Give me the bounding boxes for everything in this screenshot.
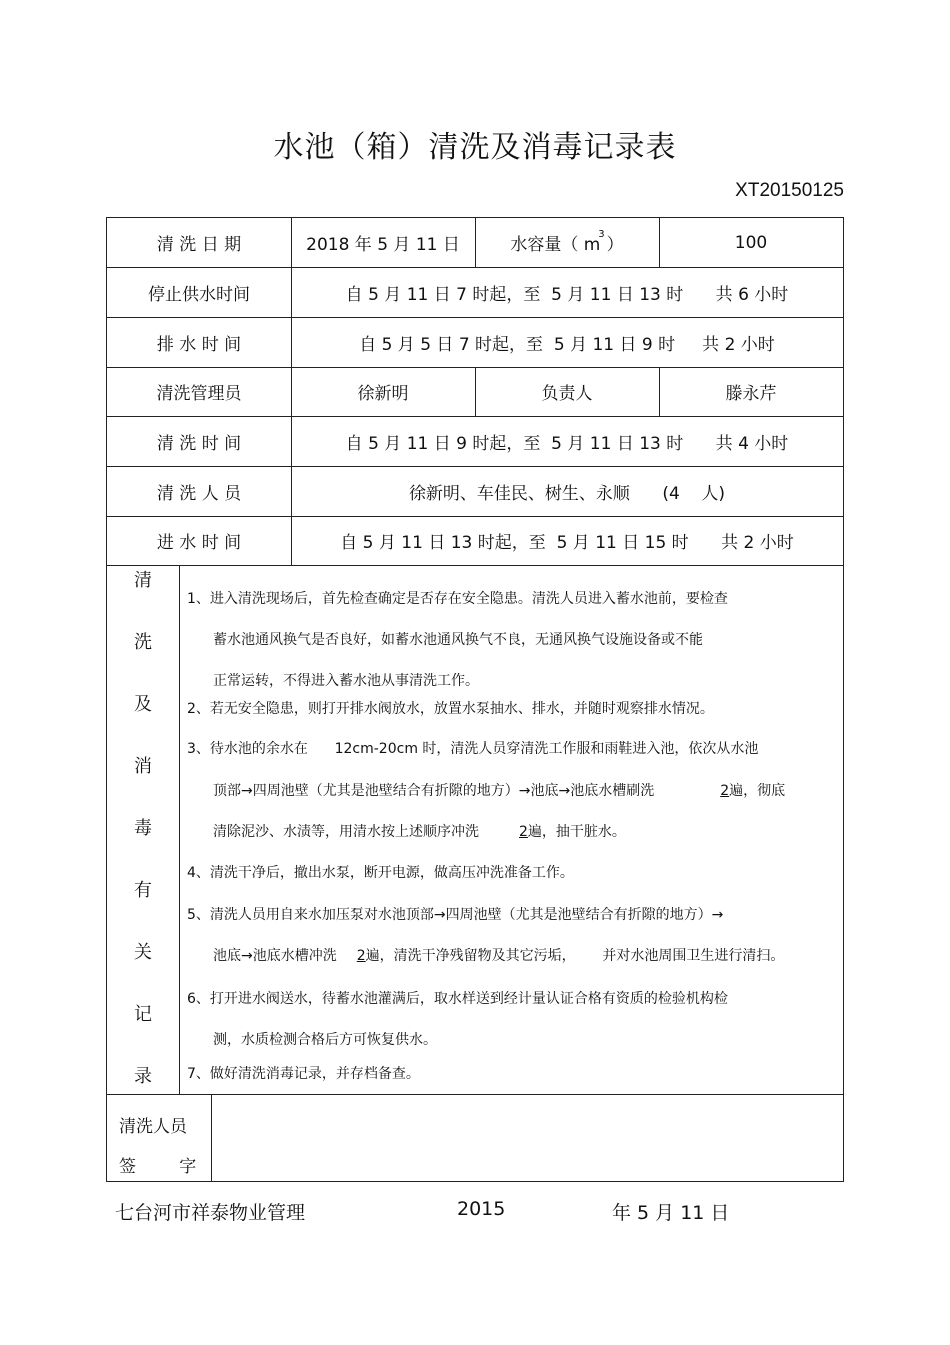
drain-value: 自 5 月 5 日 7 时起，至 5 月 11 日 9 时 共 2 小时 bbox=[359, 334, 775, 355]
clean-date-value: 2018 年 5 月 11 日 bbox=[306, 235, 460, 255]
record-label-char: 录 bbox=[134, 1066, 152, 1087]
record-label-char: 关 bbox=[134, 942, 152, 963]
inflow-label: 进 水 时 间 bbox=[156, 533, 242, 553]
manager-value: 徐新明 bbox=[357, 384, 409, 404]
capacity-label-text: 水容量（ m bbox=[510, 235, 601, 255]
record-step-1: 1、进入清洗现场后，首先检查确定是否存在安全隐患。清洗人员进入蓄水池前，要检查 bbox=[187, 591, 728, 607]
record-step-3-rinse-text: 清除泥沙、水渍等，用清水按上述顺序冲洗 bbox=[213, 824, 479, 840]
record-label-char: 消 bbox=[134, 756, 152, 777]
record-label-char: 毒 bbox=[134, 818, 152, 839]
record-label-char: 及 bbox=[134, 694, 152, 715]
footer-date: 年 5 月 11 日 bbox=[612, 1202, 730, 1224]
responsible-value: 滕永芹 bbox=[725, 384, 777, 404]
record-step-2: 2、若无安全隐患，则打开排水阀放水，放置水泵抽水、排水，并随时观察排水情况。 bbox=[187, 701, 714, 717]
record-label-char: 有 bbox=[134, 880, 152, 901]
staff-label: 清 洗 人 员 bbox=[156, 483, 242, 504]
capacity-label-close: ） bbox=[606, 235, 624, 255]
footer-company: 七台河市祥泰物业管理 bbox=[115, 1202, 306, 1224]
record-step-3-count: 2 bbox=[720, 783, 730, 799]
footer-year: 2015 bbox=[457, 1198, 506, 1220]
signature-label-line1: 清洗人员 bbox=[119, 1117, 187, 1137]
responsible-label: 负责人 bbox=[541, 384, 593, 404]
record-table bbox=[106, 217, 844, 1182]
capacity-unit-superscript: 3 bbox=[598, 229, 605, 240]
record-step-5: 5、清洗人员用自来水加压泵对水池顶部→四周池壁（尤其是池壁结合有折隙的地方）→ bbox=[187, 907, 724, 923]
record-step-5-count: 2 bbox=[356, 948, 366, 964]
record-step-6: 6、打开进水阀送水，待蓄水池灌满后，取水样送到经计量认证合格有资质的检验机构检 bbox=[187, 991, 728, 1007]
stop-supply-label: 停止供水时间 bbox=[148, 284, 250, 305]
drain-label: 排 水 时 间 bbox=[156, 334, 242, 355]
record-label-char: 清 bbox=[134, 570, 152, 591]
col-divider bbox=[179, 565, 180, 1094]
record-step-1-cont: 蓄水池通风换气是否良好，如蓄水池通风换气不良，无通风换气设施设备或不能 bbox=[213, 632, 703, 648]
record-step-3-cont bbox=[213, 821, 626, 841]
clean-time-value: 自 5 月 11 日 9 时起，至 5 月 11 日 13 时 共 4 小时 bbox=[345, 433, 789, 454]
record-step-7: 7、做好清洗消毒记录，并存档备查。 bbox=[187, 1066, 420, 1082]
record-step-6-cont: 测，水质检测合格后方可恢复供水。 bbox=[213, 1032, 437, 1048]
document-code: XT20150125 bbox=[735, 180, 844, 201]
record-step-4: 4、清洗干净后，撤出水泵，断开电源，做高压冲洗准备工作。 bbox=[187, 865, 574, 881]
record-step-3-rinse-end: 遍，抽干脏水。 bbox=[527, 824, 626, 840]
record-step-3-text-end: 遍，彻底 bbox=[729, 783, 786, 799]
capacity-label bbox=[475, 218, 659, 267]
record-step-3-cont bbox=[213, 780, 785, 800]
staff-value: 徐新明、车佳民、树生、永顺 (4 人) bbox=[408, 483, 726, 504]
record-step-5-text-end: 遍，清洗干净残留物及其它污垢， 并对水池周围卫生进行清扫。 bbox=[365, 948, 785, 964]
record-label-char: 洗 bbox=[134, 632, 152, 653]
record-step-5-cont bbox=[213, 945, 784, 965]
page-title: 水池（箱）清洗及消毒记录表 bbox=[273, 130, 677, 165]
signature-label-line2: 签 字 bbox=[119, 1157, 197, 1177]
row-divider bbox=[107, 565, 843, 566]
record-section-label bbox=[107, 566, 179, 1088]
inflow-value: 自 5 月 11 日 13 时起，至 5 月 11 日 15 时 共 2 小时 bbox=[340, 533, 794, 553]
capacity-value: 100 bbox=[734, 232, 768, 253]
stop-supply-value: 自 5 月 11 日 7 时起，至 5 月 11 日 13 时 共 6 小时 bbox=[345, 284, 789, 305]
record-step-3-rinse-count: 2 bbox=[519, 824, 528, 840]
manager-label: 清洗管理员 bbox=[156, 384, 242, 404]
clean-date-label: 清 洗 日 期 bbox=[156, 235, 242, 255]
record-step-3-text: 顶部→四周池壁（尤其是池壁结合有折隙的地方）→池底→池底水槽刷洗 bbox=[213, 783, 655, 799]
record-label-char: 记 bbox=[134, 1004, 152, 1025]
record-step-1-cont: 正常运转，不得进入蓄水池从事清洗工作。 bbox=[213, 673, 479, 689]
clean-time-label: 清 洗 时 间 bbox=[156, 433, 242, 454]
record-step-3: 3、待水池的余水在 12cm-20cm 时，清洗人员穿清洗工作服和雨鞋进入池，依次从水池 bbox=[187, 741, 759, 757]
signature-field[interactable] bbox=[211, 1094, 843, 1181]
record-step-5-text: 池底→池底水槽冲洗 bbox=[213, 948, 337, 964]
